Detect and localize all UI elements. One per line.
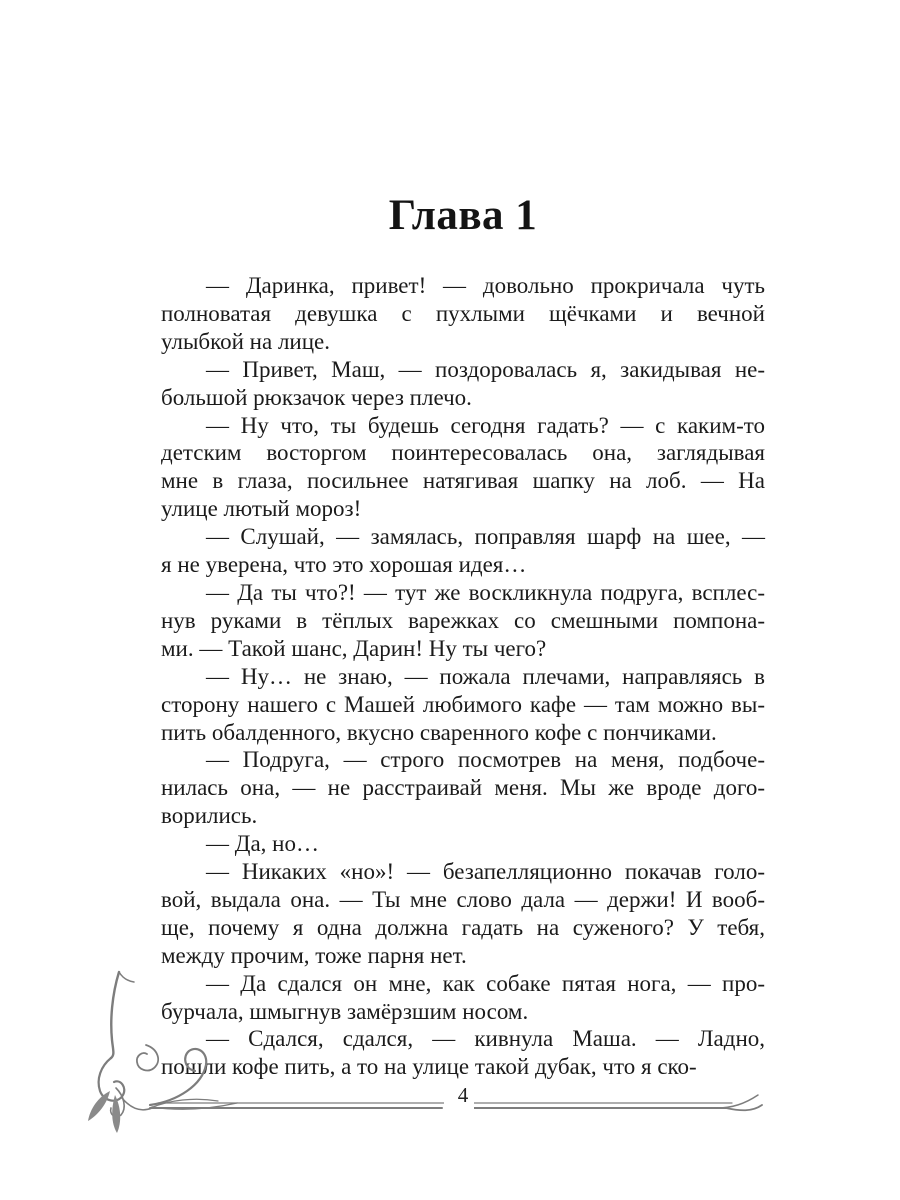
text-line: — Сдался, сдался, — кивнула Маша. — Ладно, [206,1026,765,1052]
text-line: — Слушай, — замялась, поправляя шарф на шее, — [206,524,765,550]
text-line: пить обалденного, вкусно сваренного кофе с пончиками. [161,719,717,745]
text-line: — Подруга, — строго посмотрев на меня, подбоче- [206,747,765,773]
text-line: большой рюкзачок через плечо. [161,384,472,410]
text-block [161,272,765,1081]
text-line: ще, почему я одна должна гадать на суженого? У тебя, [161,914,765,940]
text-line: мне в глаза, посильнее натягивая шапку на лоб. — На [161,468,765,494]
text-line: — Да, но… [206,831,319,857]
paragraph [161,356,765,412]
text-line: полноватая девушка с пухлыми щёчками и вечной [161,300,765,326]
paragraph [161,1025,765,1081]
text-line: детским восторгом поинтересовалась она, заглядывая [161,440,765,466]
paragraph [161,663,765,747]
text-line: вой, выдала она. — Ты мне слово дала — держи! И вооб- [161,886,765,912]
paragraph [161,970,765,1026]
text-line: между прочим, тоже парня нет. [161,942,467,968]
paragraph [161,579,765,663]
paragraph [161,746,765,830]
paragraph [161,412,765,524]
text-line: — Ну… не знаю, — пожала плечами, направляясь в [206,663,765,689]
page-number: 4 [457,1083,469,1107]
paragraph [161,523,765,579]
text-line: улице лютый мороз! [161,496,362,522]
text-line: — Да сдался он мне, как собаке пятая нога, — про- [206,970,765,996]
chapter-title: Глава 1 [388,192,538,239]
text-line: бурчала, шмыгнув замёрзшим носом. [161,998,529,1024]
text-line: я не уверена, что это хорошая идея… [161,552,527,578]
text-line: пошли кофе пить, а то на улице такой дубак, что я ско- [161,1054,697,1080]
paragraph [161,272,765,356]
paragraph [161,830,765,858]
text-line: улыбкой на лице. [161,328,331,354]
text-line: — Да ты что?! — тут же воскликнула подруга, всплес- [206,579,765,605]
text-line: сторону нашего с Машей любимого кафе — там можно вы- [161,691,765,717]
text-line: — Даринка, привет! — довольно прокричала чуть [206,273,765,298]
text-line: ми. — Такой шанс, Дарин! Ну ты чего? [161,635,547,661]
text-line: нилась она, — не расстраивай меня. Мы же вроде дого- [161,775,765,801]
text-line: — Привет, Маш, — поздоровалась я, закидывая не- [206,356,765,382]
paragraph [161,858,765,970]
text-line: — Никаких «но»! — безапелляционно покачав голо- [206,859,765,885]
text-line: ворились. [161,803,258,829]
text-line: нув руками в тёплых варежках со смешными помпона- [161,607,765,633]
text-line: — Ну что, ты будешь сегодня гадать? — с каким-то [206,412,765,438]
